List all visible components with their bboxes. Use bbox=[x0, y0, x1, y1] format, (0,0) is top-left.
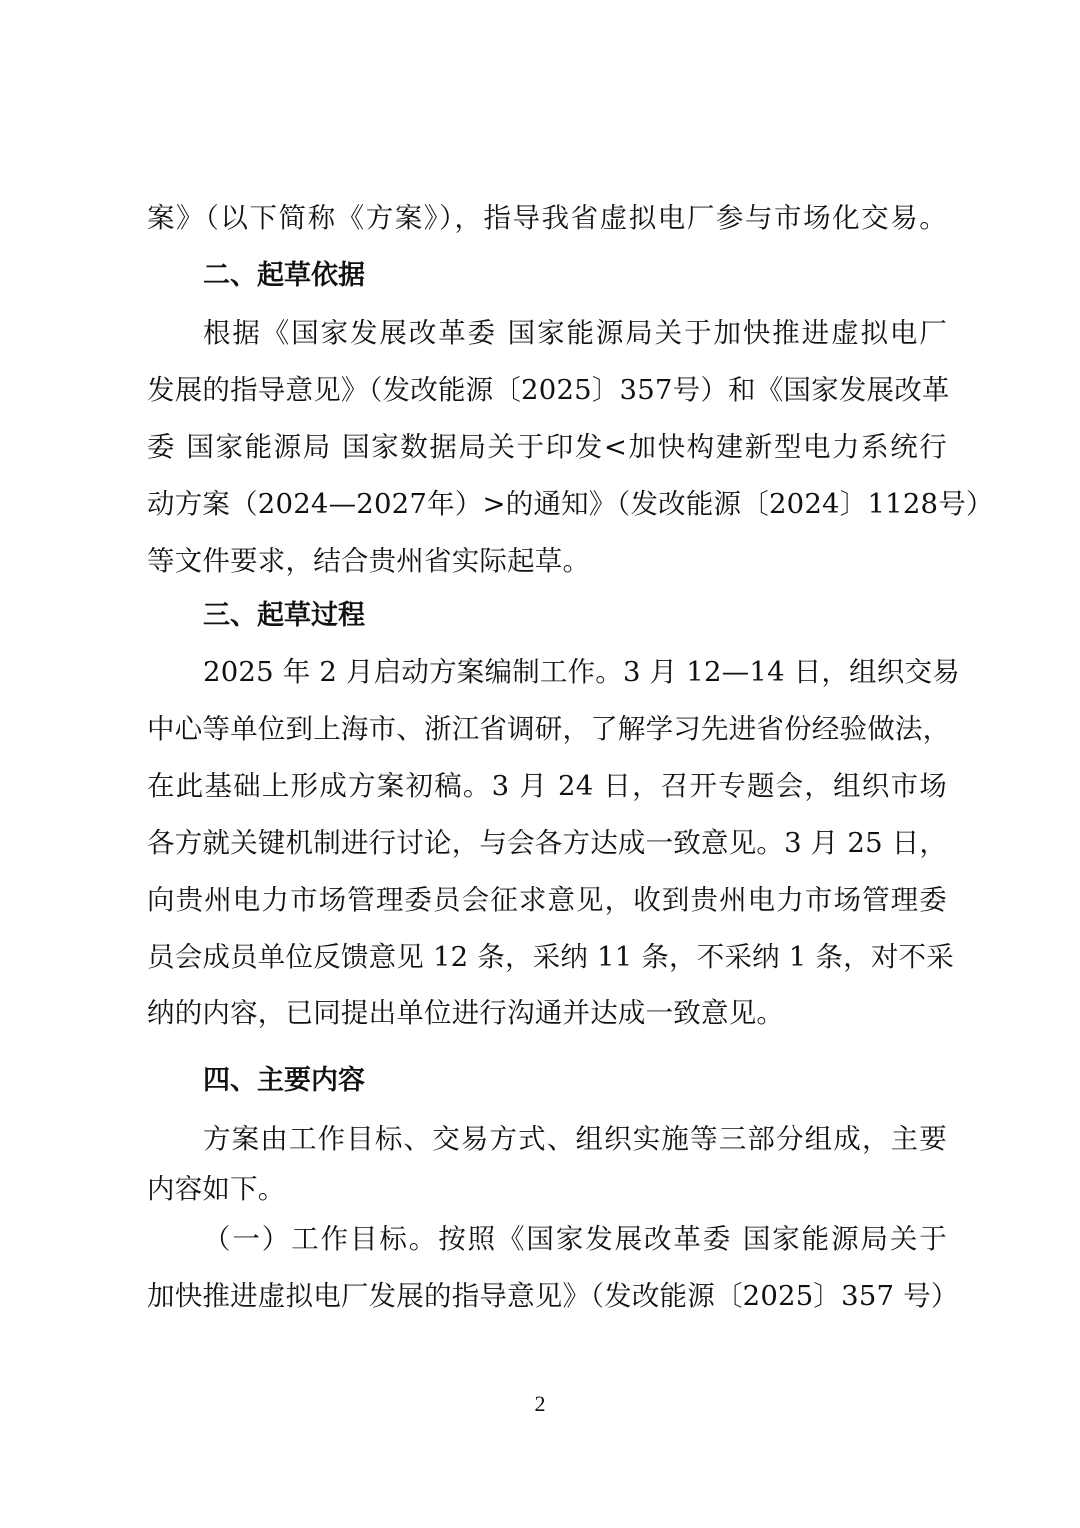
content-line-4: 加快推进虚拟电厂发展的指导意见》（发改能源〔2025〕357 号） bbox=[147, 1280, 959, 1312]
basis-line-3: 委 国家能源局 国家数据局关于印发<加快构建新型电力系统行 bbox=[147, 431, 947, 463]
process-line-7: 纳的内容，已同提出单位进行沟通并达成一致意见。 bbox=[147, 997, 785, 1029]
page-number: 2 bbox=[534, 1391, 546, 1416]
basis-line-5: 等文件要求，结合贵州省实际起草。 bbox=[147, 545, 591, 577]
process-line-1: 2025 年 2 月启动方案编制工作。3 月 12—14 日，组织交易 bbox=[203, 656, 960, 688]
process-line-5: 向贵州电力市场管理委员会征求意见，收到贵州电力市场管理委 bbox=[147, 884, 947, 916]
basis-line-1: 根据《国家发展改革委 国家能源局关于加快推进虚拟电厂 bbox=[203, 317, 947, 349]
section-heading-basis: 二、起草依据 bbox=[203, 260, 365, 291]
section-heading-content: 四、主要内容 bbox=[203, 1065, 365, 1096]
intro-tail-line: 案》（以下简称《方案》），指导我省虚拟电厂参与市场化交易。 bbox=[147, 202, 947, 234]
basis-line-2: 发展的指导意见》（发改能源〔2025〕357号）和《国家发展改革 bbox=[147, 374, 950, 406]
process-line-6: 员会成员单位反馈意见 12 条，采纳 11 条，不采纳 1 条，对不采 bbox=[147, 941, 954, 973]
basis-line-4: 动方案（2024—2027年）>的通知》（发改能源〔2024〕1128号） bbox=[147, 488, 994, 520]
process-line-3: 在此基础上形成方案初稿。3 月 24 日，召开专题会，组织市场 bbox=[147, 770, 947, 802]
content-line-1: 方案由工作目标、交易方式、组织实施等三部分组成，主要 bbox=[203, 1123, 947, 1155]
process-line-4: 各方就关键机制进行讨论，与会各方达成一致意见。3 月 25 日， bbox=[147, 827, 948, 859]
content-line-3: （一）工作目标。按照《国家发展改革委 国家能源局关于 bbox=[203, 1223, 947, 1255]
content-line-2: 内容如下。 bbox=[147, 1173, 286, 1205]
process-line-2: 中心等单位到上海市、浙江省调研，了解学习先进省份经验做法， bbox=[147, 713, 951, 745]
section-heading-process: 三、起草过程 bbox=[203, 600, 365, 631]
